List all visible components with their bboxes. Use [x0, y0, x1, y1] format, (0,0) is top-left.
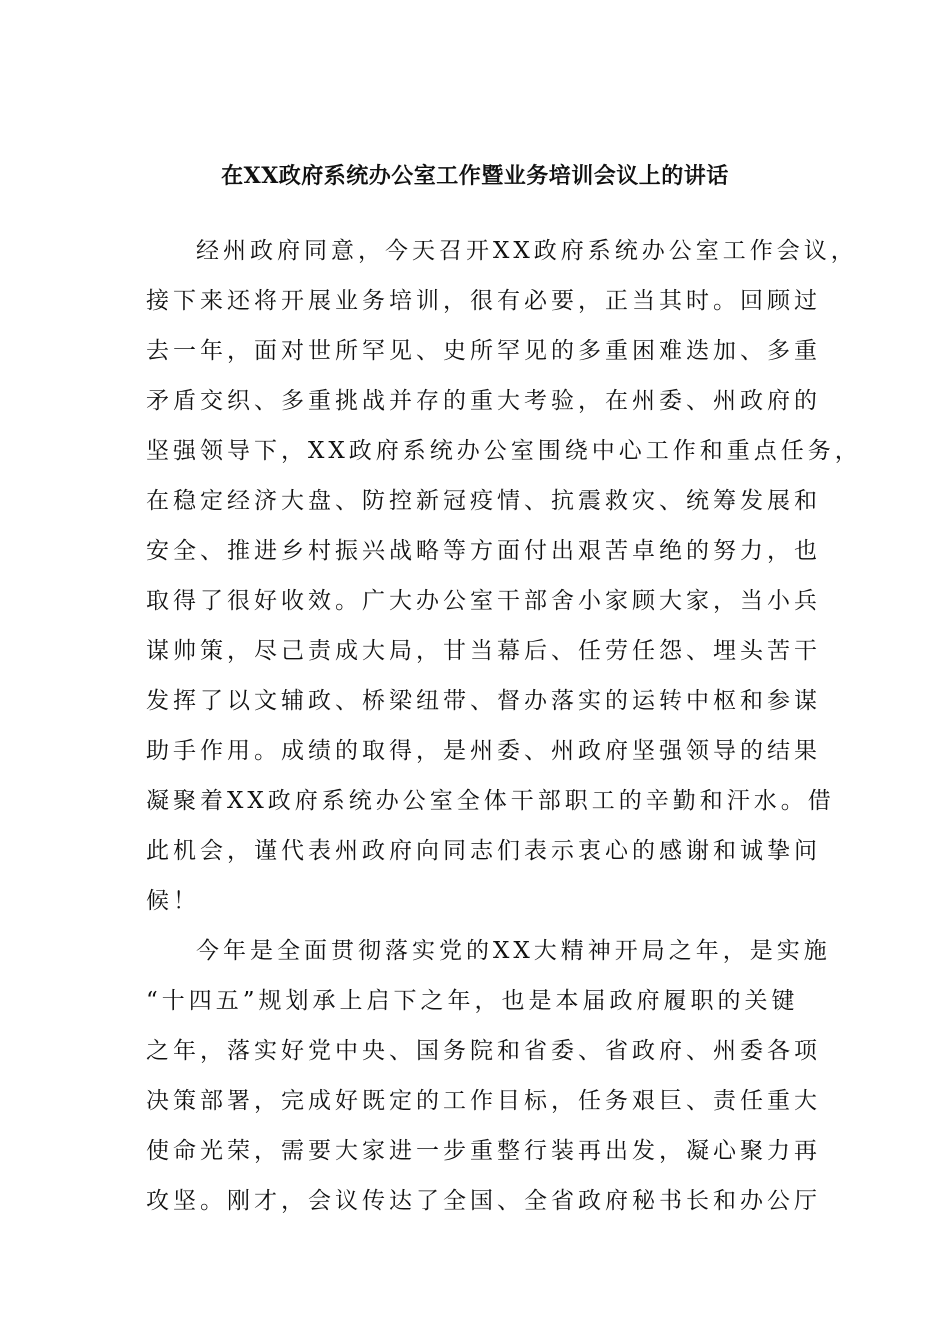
paragraph-2-line-5: 使命光荣，需要大家进一步重整行装再出发，凝心聚力再 [146, 1138, 821, 1164]
paragraph-1-line-5: 坚强领导下，XX政府系统办公室围绕中心工作和重点任务， [146, 438, 862, 464]
document-title: 在XX政府系统办公室工作暨业务培训会议上的讲话 [221, 163, 729, 189]
paragraph-1-line-11: 助手作用。成绩的取得，是州委、州政府坚强领导的结果 [146, 738, 821, 764]
paragraph-1-line-8: 取得了很好收效。广大办公室干部舍小家顾大家，当小兵 [146, 588, 821, 614]
document-body [146, 226, 862, 1226]
paragraph-2-line-1: 今年是全面贯彻落实党的XX大精神开局之年，是实施 [196, 938, 831, 964]
paragraph-2-line-3: 之年，落实好党中央、国务院和省委、省政府、州委各项 [146, 1038, 821, 1064]
paragraph-1-line-6: 在稳定经济大盘、防控新冠疫情、抗震救灾、统筹发展和 [146, 488, 821, 514]
paragraph-1-line-10: 发挥了以文辅政、桥梁纽带、督办落实的运转中枢和参谋 [146, 688, 821, 714]
paragraph-1-line-12: 凝聚着XX政府系统办公室全体干部职工的辛勤和汗水。借 [146, 788, 835, 814]
paragraph-1-line-14: 候！ [146, 888, 200, 914]
paragraph-1-line-7: 安全、推进乡村振兴战略等方面付出艰苦卓绝的努力，也 [146, 538, 821, 564]
paragraph-1-line-2: 接下来还将开展业务培训，很有必要，正当其时。回顾过 [146, 288, 821, 314]
paragraph-1-line-9: 谋帅策，尽己责成大局，甘当幕后、任劳任怨、埋头苦干 [146, 638, 821, 664]
paragraph-2-line-2: “十四五”规划承上启下之年，也是本届政府履职的关键 [146, 988, 799, 1014]
paragraph-1-line-4: 矛盾交织、多重挑战并存的重大考验，在州委、州政府的 [146, 388, 821, 414]
paragraph-2-line-6: 攻坚。刚才，会议传达了全国、全省政府秘书长和办公厅 [146, 1188, 821, 1214]
paragraph-1-line-3: 去一年，面对世所罕见、史所罕见的多重困难迭加、多重 [146, 338, 821, 364]
paragraph-1-line-1: 经州政府同意，今天召开XX政府系统办公室工作会议， [196, 238, 858, 264]
paragraph-2-line-4: 决策部署，完成好既定的工作目标，任务艰巨、责任重大 [146, 1088, 821, 1114]
paragraph-1-line-13: 此机会，谨代表州政府向同志们表示衷心的感谢和诚挚问 [146, 838, 821, 864]
